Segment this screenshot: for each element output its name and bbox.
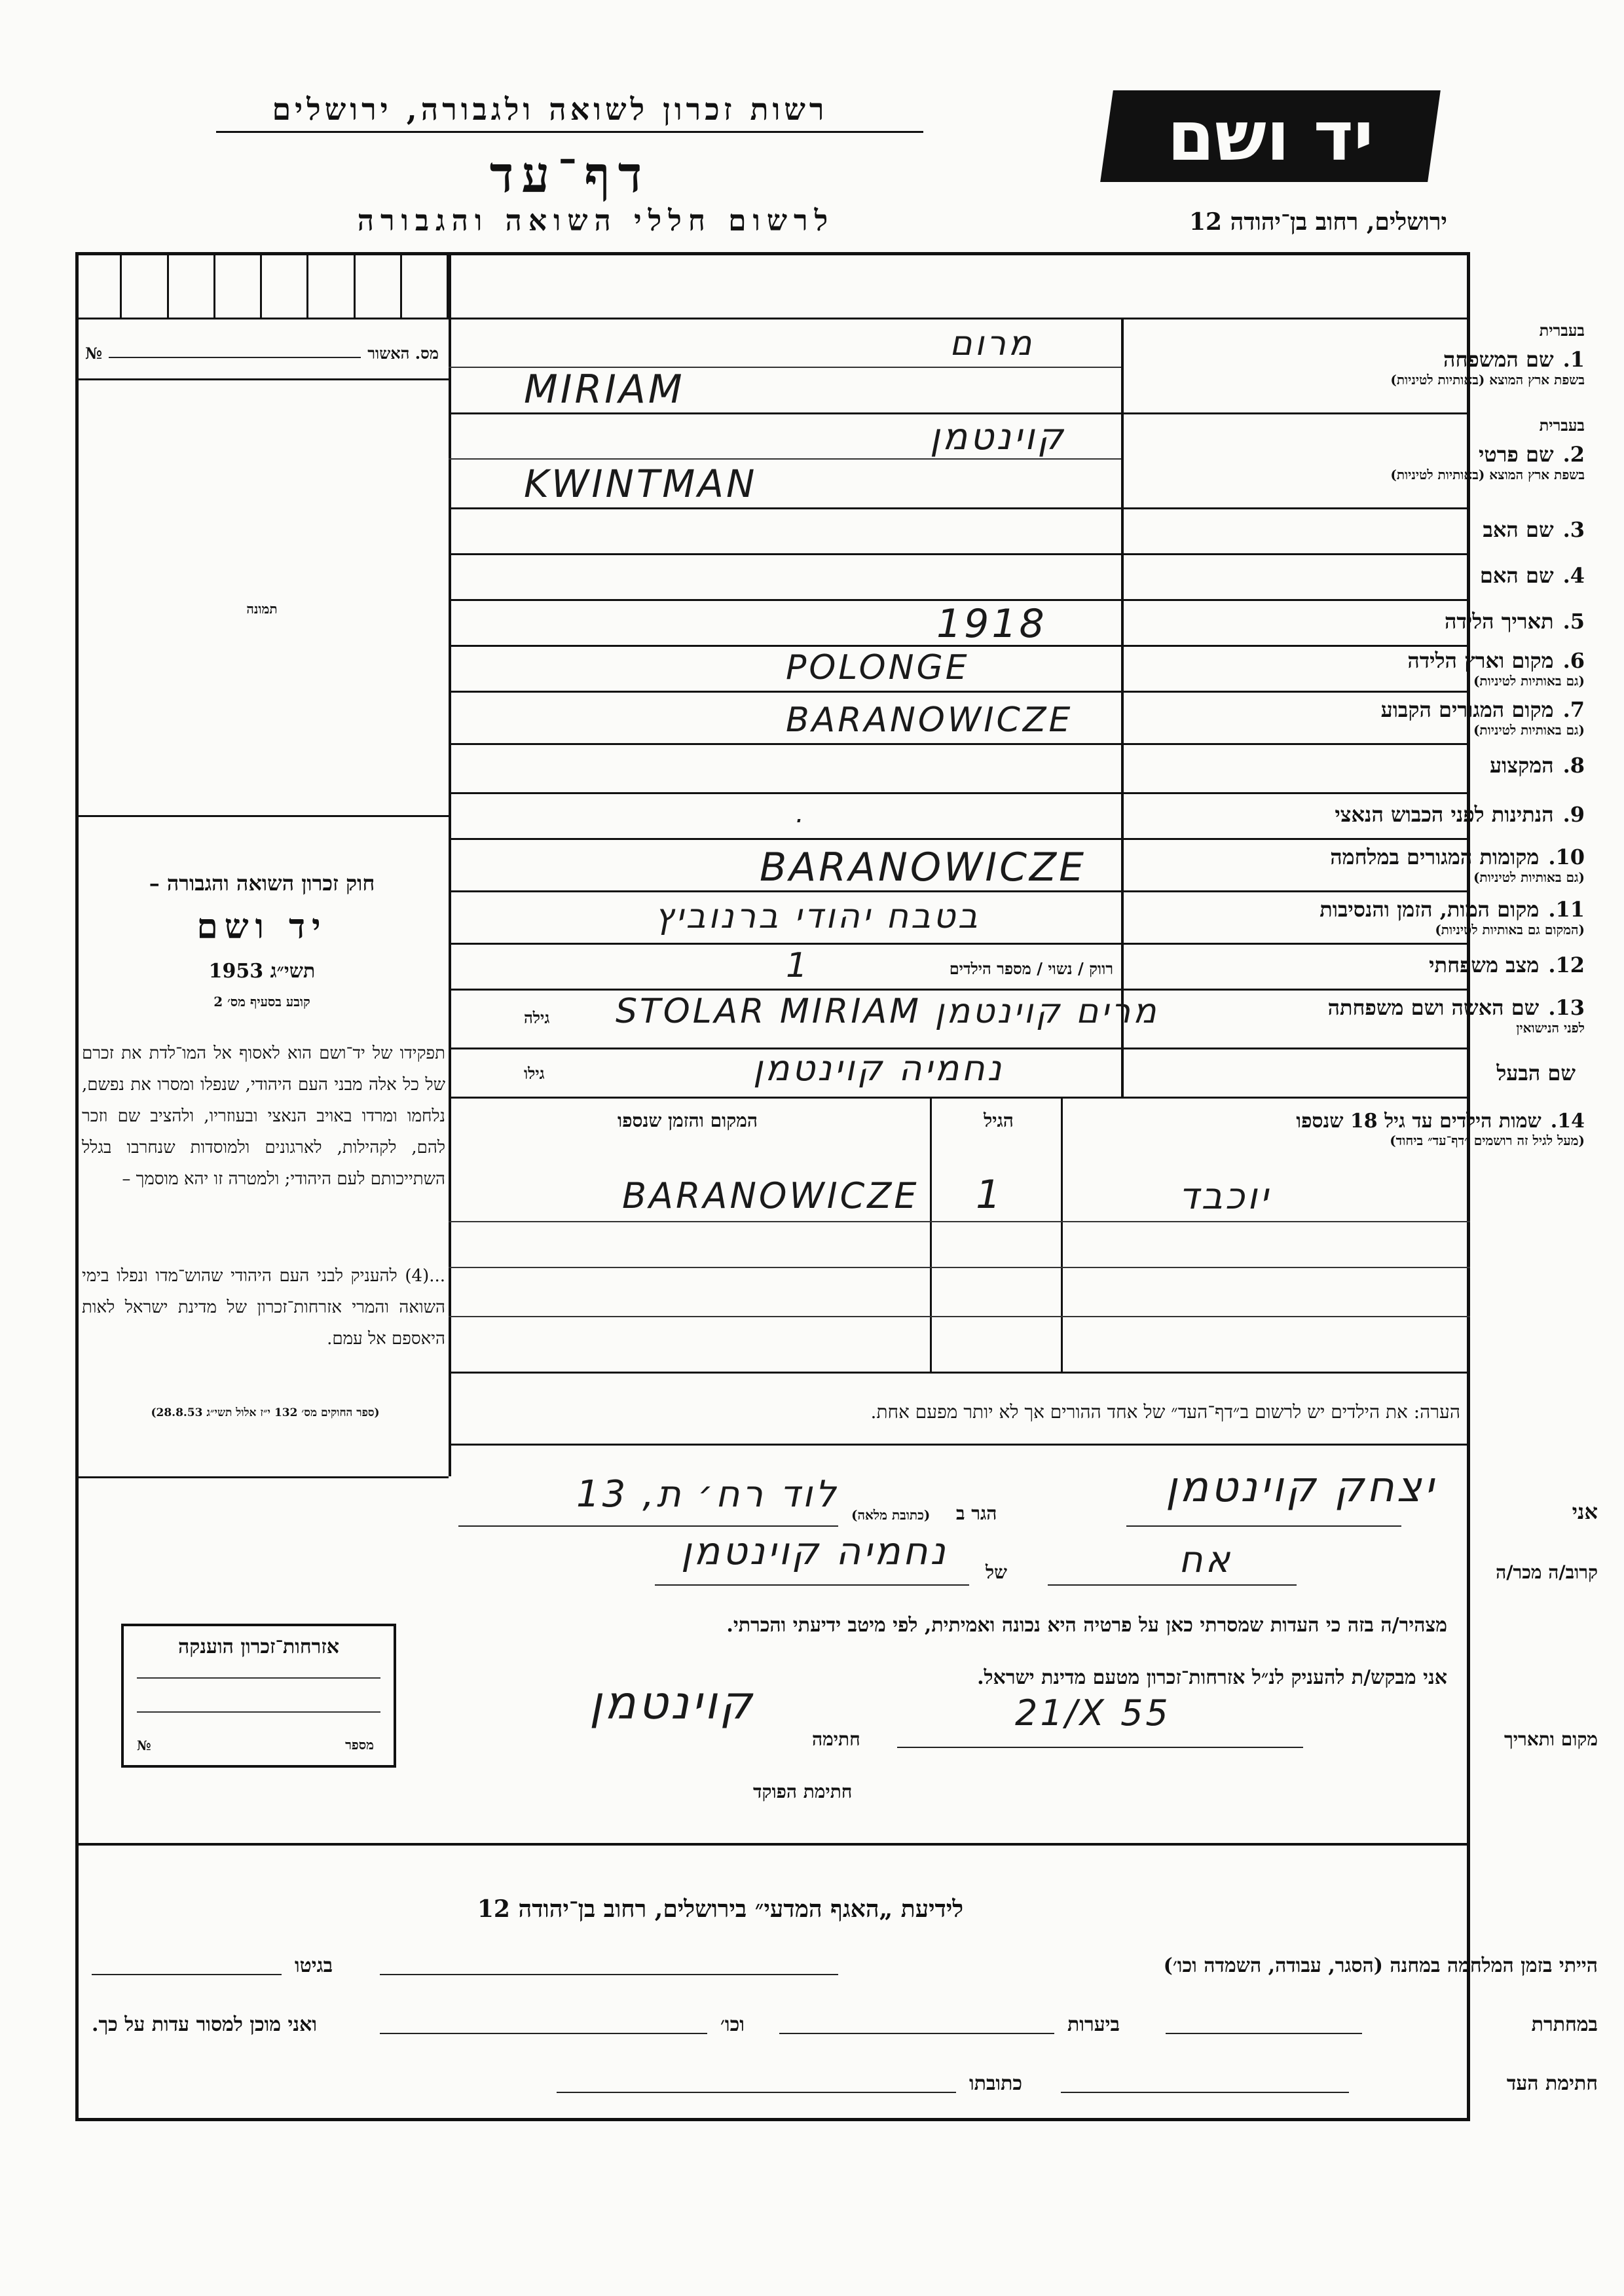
first-name-latin[interactable]: KWINTMAN xyxy=(524,462,758,506)
note-bottom-line xyxy=(449,1444,1470,1446)
footer-address-line[interactable] xyxy=(557,2092,956,2093)
footer-witness-sig-label: חתימת העד xyxy=(1506,2072,1598,2095)
citizenship-box xyxy=(121,1624,396,1768)
children-note: הערה: את הילדים יש לרשום ב״דף־העד״ של אחד ההורים אך לא יותר מפעם אחת. xyxy=(870,1401,1460,1423)
field-residence-label: 7. מקום המגורים הקבוע (גם באותיות לטיניות) xyxy=(1380,697,1585,738)
footer-ghetto-line[interactable] xyxy=(92,1974,282,1975)
declaration-request: אני מבקש/ת להעניק לנ״ל אזרחות־זכרון מטעם מדינת ישראל. xyxy=(977,1666,1447,1689)
photo-label: תמונה xyxy=(246,601,278,617)
signature-value[interactable]: קוינטמן xyxy=(589,1676,755,1730)
footer-witness-sig-line[interactable] xyxy=(1061,2092,1349,2093)
left-col-divider xyxy=(449,252,451,1476)
place-date-value[interactable]: 21/X 55 xyxy=(1015,1692,1171,1734)
footer-camp-label: הייתי בזמן המלחמה במחנה (הסגר, עבודה, השמדה וכו׳) xyxy=(1163,1954,1598,1977)
header-underline xyxy=(216,131,923,133)
declaration-statement: מצהיר/ה בזה כי העדות שמסרתי כאן על פרטיה היא נכונה ואמיתית, לפי מיטב ידיעתי והכרתי. xyxy=(726,1614,1447,1637)
law-text-2: ...(4) להעניק לבני העם היהודי שהוש־מדו ונפלו בימי השואה והמרי אזרחות־זכרון של מדינת ישראל לאות היאספם אל עמם. xyxy=(82,1266,445,1349)
relation-value[interactable]: אח xyxy=(1179,1539,1233,1581)
relation-label: קרוב/ה מכר/ה xyxy=(1496,1561,1598,1583)
field-wife-name-label: 13. שם האשה ושם משפחתה לפני הנישואין xyxy=(1327,995,1585,1036)
child-place-value[interactable]: BARANOWICZE xyxy=(622,1175,919,1216)
approval-label: מס. האשור xyxy=(367,344,439,363)
org-title: רשות זכרון לשואה ולגבורה, ירושלים xyxy=(272,92,828,127)
footer-title: לידיעת „האגף המדעי״ בירושלים, רחוב בן־יהודה 12 xyxy=(477,1895,964,1923)
deceased-relation-value[interactable]: נחמיה קוינטמן xyxy=(681,1529,948,1573)
signature-label: חתימה xyxy=(812,1728,860,1750)
birth-place-value[interactable]: POLONGE xyxy=(786,648,970,687)
hebrew-tag: בעברית xyxy=(1539,321,1585,340)
family-status-detail: רווק / נשוי / מספר הילדים xyxy=(949,959,1113,978)
law-clause: קובע בסעיף מס׳ 2 xyxy=(213,994,310,1010)
field-citizenship-label: 9. הנתינות לפני הכבוש הנאצי xyxy=(1335,802,1585,827)
law-reference: (ספר החוקים מס׳ 132 י״ז אלול תשי״ג 28.8.53) xyxy=(151,1406,380,1419)
field-profession-label: 8. המקצוע xyxy=(1490,753,1585,778)
header-address: ירושלים, רחוב בן־יהודה 12 xyxy=(1189,208,1447,236)
footer-top-line xyxy=(75,1843,1470,1846)
declarant-name-value[interactable]: יצחק קוינטמן xyxy=(1166,1463,1437,1512)
law-name: יד ושם xyxy=(196,907,327,947)
husband-age-label: גילו xyxy=(524,1064,545,1083)
children-age-header: הגיל xyxy=(984,1110,1014,1131)
footer-testimony-text: ואני מוכן למסור עדות על כך. xyxy=(92,2013,318,2036)
form-subtitle: לרשום חללי השואה והגבורה xyxy=(357,204,835,238)
of-label: של xyxy=(986,1561,1007,1583)
field-family-name-label: בעברית 1. שם המשפחה בשפת ארץ המוצא (באותיות לטיניות) xyxy=(1166,321,1585,412)
field-birth-place-label: 6. מקום וארץ הלידה (גם באותיות לטיניות) xyxy=(1407,648,1585,689)
wife-age-label: גילה xyxy=(524,1008,550,1027)
resides-label: הגר ב xyxy=(956,1503,997,1524)
logo-text: יד ושם xyxy=(1167,96,1374,176)
law-year: תשי״ג 1953 xyxy=(208,960,316,983)
children-count-value[interactable]: 1 xyxy=(786,946,811,985)
family-name-latin[interactable]: MIRIAM xyxy=(524,367,685,412)
field-death-place-label: 11. מקום המות, הזמן והנסיבות (המקום גם באותיות לטיניות) xyxy=(1320,897,1585,938)
children-col-divider-2 xyxy=(930,1097,932,1372)
footer-camp-line[interactable] xyxy=(380,1974,838,1975)
footer-underground-label: במחתרת xyxy=(1531,2013,1598,2036)
child-name-value[interactable]: יוכבד xyxy=(1179,1175,1271,1218)
approval-line xyxy=(75,378,449,380)
first-name-hebrew[interactable]: קוינטמן xyxy=(930,416,1066,458)
law-text: תפקידו של יד־ושם הוא לאסוף אל המו־לדת את זכרם של כל אלה מבני העם היהודי, שנפלו ומסרו את נפשם, נלחמו ומרדו באויב הנאצי ובעוזריו, ולהציב שם וזכר להם, לקהילות, לארגונים ולמוסדות שנחרבו בגלל השתייכותם לעם היהודי; ולמטרה זו יהא מוסמך – xyxy=(82,1044,445,1189)
footer-forests-line[interactable] xyxy=(779,2033,1054,2034)
approval-row xyxy=(85,344,439,363)
field-family-status-label: 12. מצב משפחתי xyxy=(1429,953,1585,977)
footer-ghetto-label: בגיטו xyxy=(295,1954,333,1977)
field-mother-name-label: 4. שם האם xyxy=(1479,563,1585,588)
children-place-header: המקום והזמן שנספו xyxy=(618,1110,758,1131)
wife-name-value[interactable]: מרים קוינטמן STOLAR MIRIAM xyxy=(616,992,1159,1031)
law-title: חוק זכרון השואה והגבורה – xyxy=(149,871,375,896)
field-father-name-label: 3. שם האב xyxy=(1483,517,1585,542)
children-col-divider-1 xyxy=(1061,1097,1063,1372)
citizenship-no-label: מספר xyxy=(345,1737,374,1753)
photo-bottom-line xyxy=(75,815,449,817)
death-place-value[interactable]: בטבח יהודי ברנוביץ xyxy=(655,897,980,936)
declarant-address-value[interactable]: לוד רח׳ ת, 13 xyxy=(576,1473,839,1516)
officer-signature-label: חתימת הפוקד xyxy=(753,1781,853,1802)
field-husband-name-label: שם הבעל xyxy=(1496,1061,1576,1085)
strip-bottom-line xyxy=(75,318,1470,319)
footer-etc-label: וכו׳ xyxy=(720,2013,745,2036)
footer-forests-label: ביערות xyxy=(1067,2013,1120,2036)
citizenship-box-title: אזרחות־זכרון הוענקה xyxy=(177,1635,340,1658)
children-label: 14. שמות הילדים עד גיל 18 שנספו (מעל לגיל זה רושמים ״דף־עד״ ביחוד) xyxy=(1296,1110,1585,1148)
form-title: דף־עד xyxy=(489,145,650,204)
no-sign: № xyxy=(85,344,103,363)
field-birth-date-label: 5. תאריך הלידה xyxy=(1445,609,1585,634)
sidebar-bottom-line xyxy=(75,1476,449,1478)
citizenship-value[interactable]: . xyxy=(796,799,807,829)
residence-value[interactable]: BARANOWICZE xyxy=(786,701,1073,740)
family-name-hebrew[interactable]: מרום xyxy=(950,324,1035,363)
field-war-residence-label: 10. מקומות המגורים במלחמה (גם באותיות לטיניות) xyxy=(1330,845,1585,885)
birth-date-value[interactable]: 1918 xyxy=(936,601,1047,647)
child-age-value[interactable]: 1 xyxy=(976,1172,1004,1218)
full-address-label: (כתובת מלאה) xyxy=(851,1507,931,1523)
label-col-divider xyxy=(1121,318,1124,1097)
field-first-name-label: בעברית 2. שם פרטי בשפת ארץ המוצא (באותיות לטיניות) xyxy=(1390,416,1585,483)
husband-name-value[interactable]: נחמיה קוינטמן xyxy=(753,1048,1005,1089)
footer-address-label: כתובתו xyxy=(969,2072,1023,2095)
code-boxes xyxy=(75,252,449,318)
yad-vashem-logo xyxy=(1100,90,1441,182)
declarant-label: אני xyxy=(1572,1499,1598,1524)
footer-etc-line[interactable] xyxy=(380,2033,707,2034)
place-date-label: מקום ותאריך xyxy=(1504,1728,1598,1750)
war-residence-value[interactable]: BARANOWICZE xyxy=(760,845,1086,890)
citizenship-no-sign: № xyxy=(137,1738,151,1753)
footer-underground-line[interactable] xyxy=(1166,2033,1362,2034)
